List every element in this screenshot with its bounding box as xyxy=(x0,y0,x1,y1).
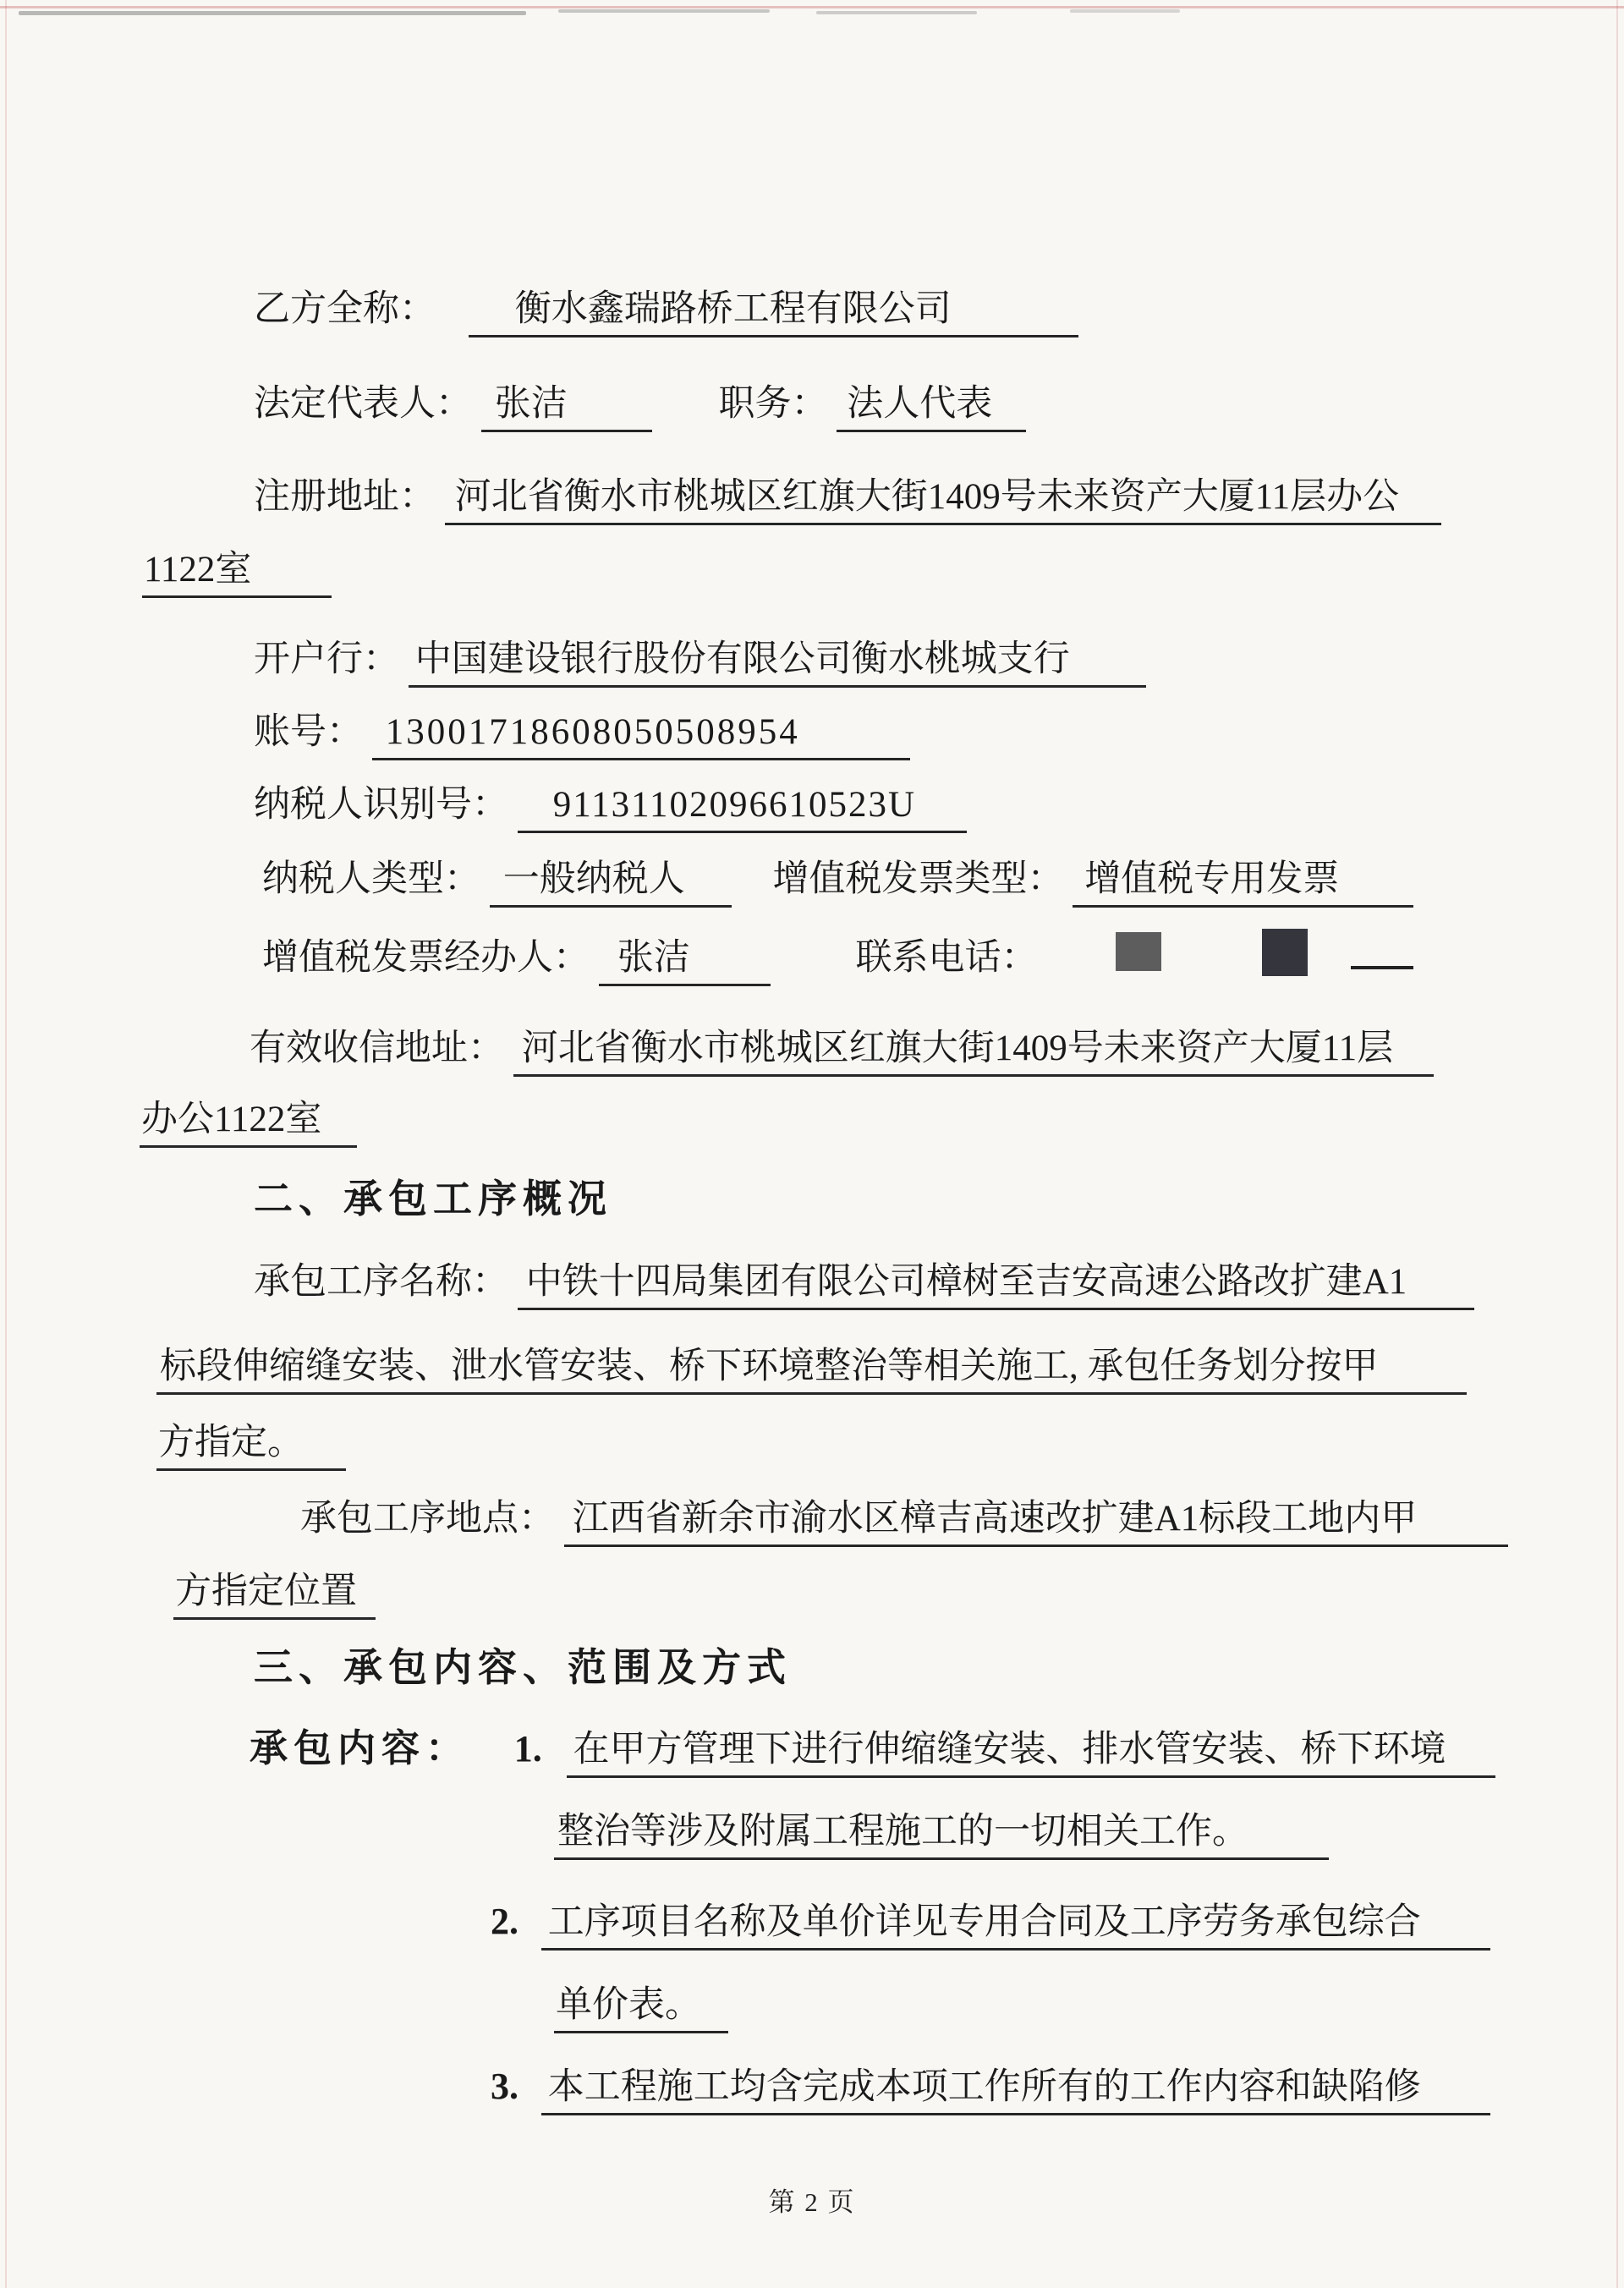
invoice-type-label: 增值税发票类型： xyxy=(772,859,1064,899)
content-label: 承包内容： xyxy=(250,1727,470,1769)
field-mail-address xyxy=(250,1025,1434,1077)
reg-address-line2: 1122室 xyxy=(142,546,332,598)
invoice-agent-value: 张洁 xyxy=(599,935,771,986)
location-label: 承包工序地点： xyxy=(300,1499,555,1539)
page-number: 第 2 页 xyxy=(768,2187,856,2217)
item1-number: 1. xyxy=(513,1728,542,1769)
taxpayer-type-label: 纳税人类型： xyxy=(262,859,480,899)
taxpayer-type-value: 一般纳税人 xyxy=(490,856,732,908)
item3-line1: 本工程施工均含完成本项工作所有的工作内容和缺陷修 xyxy=(541,2064,1490,2115)
item1-line2: 整治等涉及附属工程施工的一切相关工作。 xyxy=(554,1808,1329,1860)
item2-number: 2. xyxy=(491,1901,518,1942)
reg-address-line1: 河北省衡水市桃城区红旗大街1409号未来资产大厦11层办公 xyxy=(445,474,1441,525)
account-label: 账号： xyxy=(254,712,363,752)
party-b-label: 乙方全称： xyxy=(254,289,436,329)
scan-edge-right xyxy=(1616,0,1618,2288)
field-location-cont xyxy=(173,1568,376,1620)
scan-edge-top xyxy=(0,6,1624,8)
field-content-item2 xyxy=(491,1897,1490,1951)
mail-address-line2: 办公1122室 xyxy=(140,1096,357,1148)
phone-redaction-box xyxy=(1116,932,1161,971)
field-location xyxy=(300,1495,1508,1547)
process-name-line3: 方指定。 xyxy=(156,1419,346,1471)
item1-line1: 在甲方管理下进行伸缩缝安装、排水管安装、桥下环境 xyxy=(567,1726,1495,1778)
field-reg-address xyxy=(254,474,1441,525)
field-mail-address-cont xyxy=(140,1096,357,1148)
field-content-item3 xyxy=(491,2062,1490,2115)
scan-edge-left xyxy=(5,0,7,2288)
bank-label: 开户行： xyxy=(254,639,399,679)
legal-rep-value: 张洁 xyxy=(481,381,652,432)
field-bank xyxy=(254,636,1146,688)
field-tax-id xyxy=(254,782,967,833)
tax-id-value: 91131102096610523U xyxy=(518,782,967,833)
field-party-b-name xyxy=(254,286,1078,337)
section2-heading: 二、承包工序概况 xyxy=(254,1177,612,1221)
field-process-name xyxy=(254,1259,1474,1310)
field-reg-address-cont xyxy=(142,546,332,598)
tax-id-label: 纳税人识别号： xyxy=(254,785,508,825)
field-process-name-cont2 xyxy=(156,1419,346,1471)
scan-smudge xyxy=(558,9,770,13)
account-value: 13001718608050508954 xyxy=(372,709,910,760)
location-line2: 方指定位置 xyxy=(173,1568,376,1620)
item3-number: 3. xyxy=(491,2066,518,2107)
field-content-item1-cont xyxy=(554,1808,1329,1860)
field-taxpayer-type xyxy=(262,856,1413,908)
field-content-item1 xyxy=(250,1724,1495,1778)
field-account xyxy=(254,709,910,760)
party-b-value: 衡水鑫瑞路桥工程有限公司 xyxy=(469,286,1078,337)
location-line1: 江西省新余市渝水区樟吉高速改扩建A1标段工地内甲 xyxy=(564,1495,1509,1547)
process-name-line2: 标段伸缩缝安装、泄水管安装、桥下环境整治等相关施工, 承包任务划分按甲 xyxy=(156,1343,1467,1395)
reg-address-label: 注册地址： xyxy=(254,477,436,517)
phone-label: 联系电话： xyxy=(855,938,1038,978)
invoice-agent-label: 增值税发票经办人： xyxy=(262,938,590,978)
field-legal-rep xyxy=(254,381,1026,432)
phone-underline-segment xyxy=(1351,939,1413,969)
phone-redaction-box xyxy=(1262,929,1308,976)
invoice-type-value: 增值税专用发票 xyxy=(1073,856,1413,908)
mail-address-line1: 河北省衡水市桃城区红旗大街1409号未来资产大厦11层 xyxy=(513,1025,1434,1077)
scan-smudge xyxy=(19,11,526,15)
process-name-label: 承包工序名称： xyxy=(254,1262,508,1302)
section3-heading: 三、承包内容、范围及方式 xyxy=(254,1646,792,1689)
position-label: 职务： xyxy=(718,384,828,424)
bank-value: 中国建设银行股份有限公司衡水桃城支行 xyxy=(409,636,1146,688)
field-process-name-cont xyxy=(156,1343,1467,1395)
scan-smudge xyxy=(816,11,977,14)
item2-line1: 工序项目名称及单价详见专用合同及工序劳务承包综合 xyxy=(541,1899,1490,1951)
item2-line2: 单价表。 xyxy=(554,1982,728,2033)
field-content-item2-cont xyxy=(554,1982,728,2033)
mail-address-label: 有效收信地址： xyxy=(250,1029,504,1068)
position-value: 法人代表 xyxy=(837,381,1026,432)
field-invoice-agent xyxy=(262,929,1413,986)
scan-smudge xyxy=(1070,9,1180,13)
legal-rep-label: 法定代表人： xyxy=(254,384,472,424)
process-name-line1: 中铁十四局集团有限公司樟树至吉安高速公路改扩建A1 xyxy=(518,1259,1475,1310)
